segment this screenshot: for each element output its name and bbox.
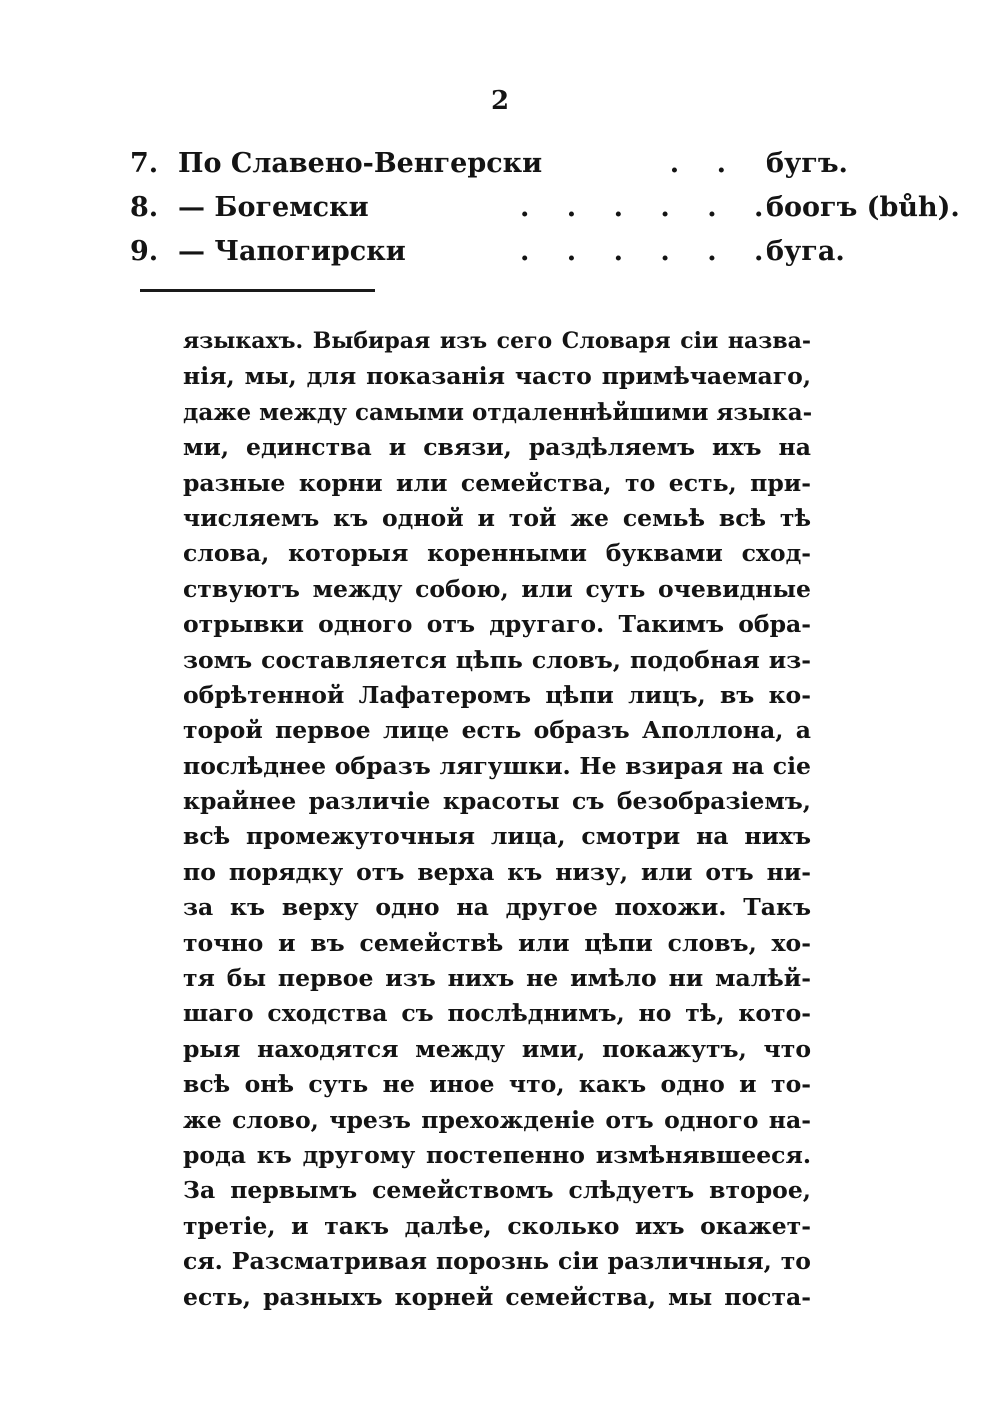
text-line: числяемъ къ одной и той же семьѣ всѣ тѣ [183,503,811,532]
text-line: ствуютъ между собою, или суть очевидные [183,574,811,603]
text-line: даже между самыми отдаленнѣйшими языка- [183,398,813,426]
text-line: рода къ другому постепенно измѣнявшееся. [183,1140,811,1169]
text-line: рыя находятся между ими, покажутъ, что [183,1034,811,1063]
text-line: всѣ онѣ суть не иное что, какъ одно и то- [183,1070,811,1099]
text-line: торой первое лице есть образъ Аполлона, а [183,716,811,745]
entry-language: — Богемски [178,192,369,223]
language-entries-list [130,142,960,274]
entry-leader-dots: . . . . . . [520,236,778,267]
language-entry [130,230,845,274]
text-line: нія, мы, для показанія часто примѣчаемаго, [183,362,811,391]
text-line: за къ верху одно на другое похожи. Такъ [183,893,811,922]
text-line: отрывки одного отъ другаго. Такимъ обра- [183,610,811,639]
entry-number: 9. [130,236,159,267]
text-line: За первымъ семействомъ слѣдуетъ второе, [183,1176,811,1205]
text-line: третіе, и такъ далѣе, сколько ихъ окажет- [183,1211,811,1240]
text-line: точно и въ семействѣ или цѣпи словъ, хо- [183,928,811,957]
text-line: всѣ промежуточныя лица, смотри на нихъ [183,822,811,851]
text-line: слова, которыя коренными буквами сход- [183,539,811,568]
entry-word: боогъ (bůh). [766,192,960,223]
entry-number: 7. [130,148,159,179]
text-line: разные корни или семейства, то есть, при- [183,468,811,497]
text-line: тя бы первое изъ нихъ не имѣло ни малѣй- [183,964,811,993]
text-line: ся. Разсматривая порознь сіи различныя, то [183,1247,811,1276]
text-line: по порядку отъ верха къ низу, или отъ ни- [183,857,811,886]
entry-word: бугъ. [766,148,848,179]
entry-leader-dots: . . . . . . [520,192,778,223]
entry-leader-dots: . . [669,148,740,179]
text-line: послѣднее образъ лягушки. Не взирая на сіе [183,751,811,780]
text-line: крайнее различіе красоты съ безобразіемъ, [183,787,811,816]
text-line: есть, разныхъ корней семейства, мы поста- [183,1282,811,1311]
entry-language: По Славено-Венгерски [178,148,543,179]
text-line: обрѣтенной Лафатеромъ цѣпи лицъ, въ ко- [183,680,811,709]
text-line: шаго сходства съ послѣднимъ, но тѣ, кото- [183,999,811,1028]
footnote-separator-rule [140,289,375,292]
entry-word: буга. [766,236,845,267]
entry-language: — Чапогирски [178,236,406,267]
text-line: ми, единства и связи, раздѣляемъ ихъ на [183,433,811,462]
page-number: 2 [490,86,510,116]
body-paragraph [183,324,811,1315]
entry-number: 8. [130,192,159,223]
text-line: языкахъ. Выбирая изъ сего Словаря сіи назва- [183,328,811,354]
language-entry [130,186,960,230]
text-line: зомъ составляется цѣпь словъ, подобная из- [183,645,811,674]
text-line: же слово, чрезъ прехожденіе отъ одного на- [183,1105,811,1134]
language-entry [130,142,848,186]
